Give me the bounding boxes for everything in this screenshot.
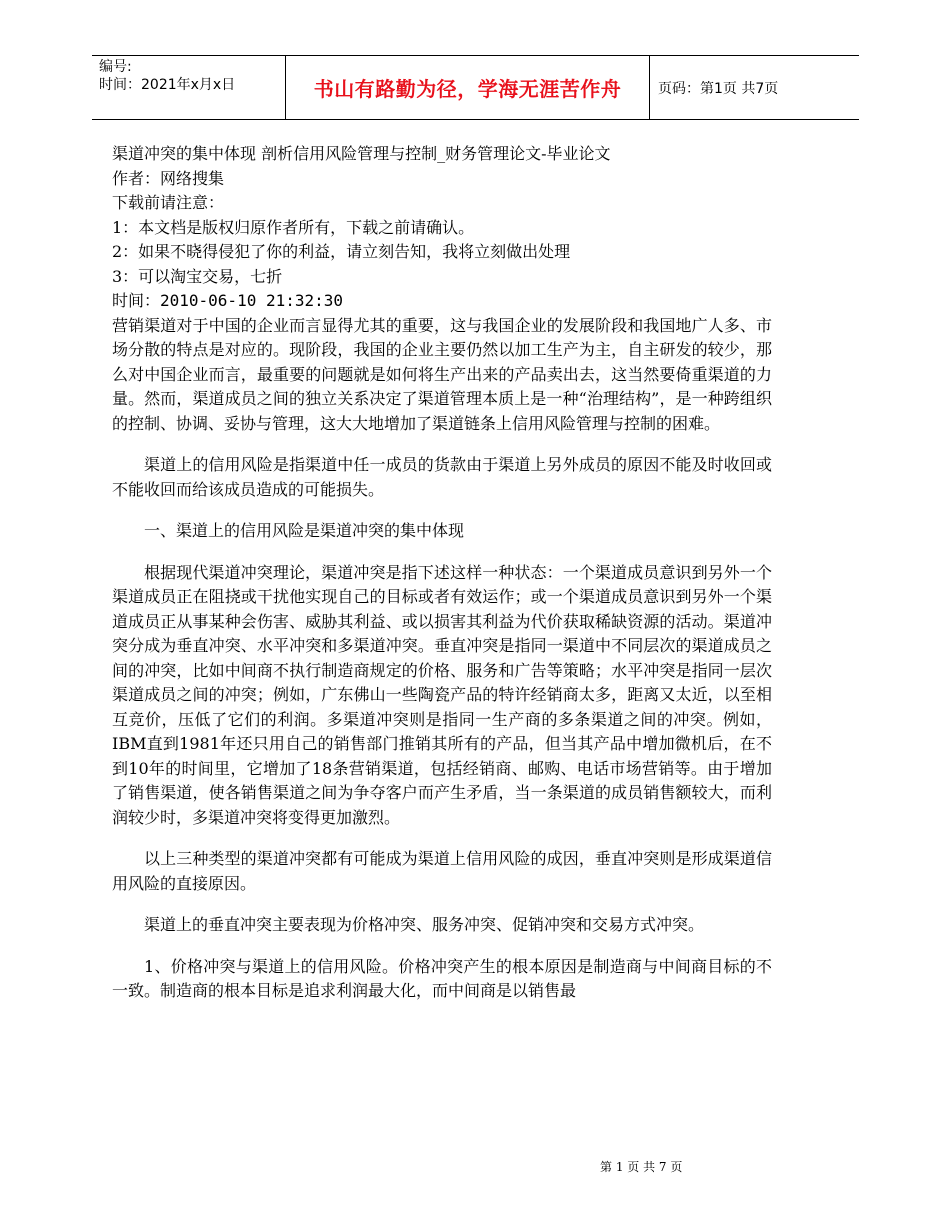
paragraph-types: 以上三种类型的渠道冲突都有可能成为渠道上信用风险的成因，垂直冲突则是形成渠道信用风险的直接原因。 (112, 849, 772, 893)
paragraph-theory: 根据现代渠道冲突理论，渠道冲突是指下述这样一种状态：一个渠道成员意识到另外一个渠道成员正在阻挠或干扰他实现自己的目标或者有效运作；或一个渠道成员意识到另外一个渠道成员正从事某种会伤害、威胁其利益、或以损害其利益为代价获取稀缺资源的活动。渠道冲突分成为垂直冲突、水平冲突和多渠道冲突。垂直冲突是指同一渠道中不同层次的渠道成员之间的冲突，比如中间商不执行制造商规定的价格、服务和广告等策略；水平冲突是指同一层次渠道成员之间的冲突；例如，广东佛山一些陶瓷产品的特许经销商太多，距离又太近，以至相互竞价，压低了它们的利润。多渠道冲突则是指同一生产商的多条渠道之间的冲突。例如，IBM直到1981年还只用自己的销售部门推销其所有的产品，但当其产品中增加微机后，在不到10年的时间里，它增加了18条营销渠道，包括经销商、邮购、电话市场营销等。由于增加了销售渠道，使各销售渠道之间为争夺客户而产生矛盾，当一条渠道的成员销售额较大，而利润较少时，多渠道冲突将变得更加激烈。 (112, 562, 772, 827)
note-1: 1：本文档是版权归原作者所有，下载之前请确认。 (112, 217, 475, 237)
number-label: 编号: (99, 59, 132, 75)
paragraph-intro: 营销渠道对于中国的企业而言显得尤其的重要，这与我国企业的发展阶段和我国地广人多、市场分散的特点是对应的。现阶段，我国的企业主要仍然以加工生产为主，自主研发的较少，那么对中国企业而言，最重要的问题就是如何将生产出来的产品卖出去，这当然要倚重渠道的力量。然而，渠道成员之间的独立关系决定了渠道管理本质上是一种“治理结构”，是一种跨组织的控制、协调、妥协与管理，这大大地增加了渠道链条上信用风险管理与控制的困难。 (112, 315, 772, 433)
note-2: 2：如果不晓得侵犯了你的利益，请立刻告知，我将立刻做出处理 (112, 242, 571, 261)
page-info: 页码：第1页 共7页 (658, 80, 779, 97)
time-label: 时间：2021年x月x日 (99, 77, 236, 93)
section-heading: 一、渠道上的信用风险是渠道冲突的集中体现 (144, 521, 465, 540)
author-line: 作者：网络搜集 (112, 168, 225, 188)
page-header (92, 55, 859, 120)
page-footer: 第 1 页 共 7 页 (600, 1160, 683, 1174)
header-meta (92, 56, 286, 119)
paragraph-definition: 渠道上的信用风险是指渠道中任一成员的货款由于渠道上另外成员的原因不能及时收回或不能收回而给该成员造成的可能损失。 (112, 455, 772, 499)
paragraph-vertical: 渠道上的垂直冲突主要表现为价格冲突、服务冲突、促销冲突和交易方式冲突。 (144, 915, 705, 934)
paragraph-price: 1、价格冲突与渠道上的信用风险。价格冲突产生的根本原因是制造商与中间商目标的不一致。制造商的根本目标是追求利润最大化，而中间商是以销售最 (112, 956, 772, 1000)
note-3: 3：可以淘宝交易，七折 (112, 266, 283, 286)
motto: 书山有路勤为径，学海无涯苦作舟 (286, 56, 650, 119)
time-line: 时间：2010-06-10 21:32:30 (112, 291, 344, 310)
download-note: 下载前请注意： (112, 193, 225, 212)
document-body (112, 142, 772, 1004)
document-title: 渠道冲突的集中体现 剖析信用风险管理与控制_财务管理论文-毕业论文 (112, 144, 611, 163)
